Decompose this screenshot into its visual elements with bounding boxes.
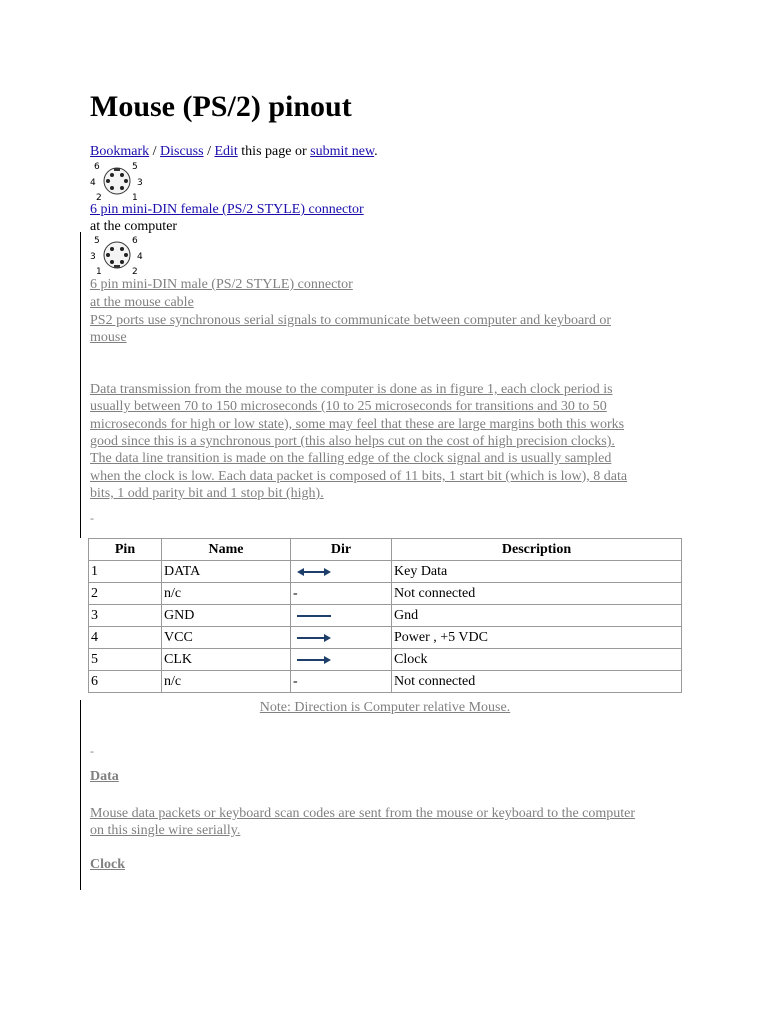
separator: / xyxy=(149,144,160,159)
dash-separator: - xyxy=(90,744,94,758)
discuss-link[interactable]: Discuss xyxy=(160,144,204,159)
pin-cell: 1 xyxy=(89,561,162,583)
name-cell: CLK xyxy=(162,649,291,671)
description-cell: Gnd xyxy=(392,605,682,627)
paragraph-line: The data line transition is made on the falling edge of the clock signal and is usually sampled xyxy=(90,451,612,466)
action-text: this page or xyxy=(237,144,311,159)
male-connector-caption: 6 pin mini-DIN male (PS/2 STYLE) connector xyxy=(90,277,353,292)
data-section-heading: Data xyxy=(90,769,119,784)
dir-cell xyxy=(291,649,392,671)
pin-label: 1 xyxy=(132,193,138,202)
description-cell: Not connected xyxy=(392,671,682,693)
male-connector-subcaption: at the mouse cable xyxy=(90,295,194,310)
female-connector-link[interactable]: 6 pin mini-DIN female (PS/2 STYLE) connector xyxy=(90,202,364,217)
name-cell: DATA xyxy=(162,561,291,583)
pin-label: 4 xyxy=(137,252,143,262)
table-row xyxy=(89,583,682,605)
submit-new-link[interactable]: submit new xyxy=(310,144,375,159)
intro-line: mouse xyxy=(90,330,127,345)
pin-label: 3 xyxy=(90,252,96,262)
pin-cell: 5 xyxy=(89,649,162,671)
paragraph-line: usually between 70 to 150 microseconds (10 to 25 microseconds for transitions and 30 to 50 xyxy=(90,399,607,414)
pin-label: 6 xyxy=(132,236,138,246)
period: . xyxy=(374,144,378,159)
name-cell: GND xyxy=(162,605,291,627)
description-cell: Power , +5 VDC xyxy=(392,627,682,649)
paragraph-line: when the clock is low. Each data packet is composed of 11 bits, 1 start bit (which is low), 8 data xyxy=(90,469,628,484)
margin-rule-bottom xyxy=(80,700,81,890)
pin-cell: 4 xyxy=(89,627,162,649)
table-header-row xyxy=(89,539,682,561)
column-header-pin: Pin xyxy=(89,539,162,561)
dir-cell xyxy=(291,561,392,583)
female-connector-subcaption: at the computer xyxy=(90,219,178,234)
right-arrow-icon xyxy=(297,633,331,643)
intro-line: PS2 ports use synchronous serial signals to communicate between computer and keyboard or xyxy=(90,313,611,328)
pin-label: 6 xyxy=(94,162,100,172)
table-note: Note: Direction is Computer relative Mouse. xyxy=(259,700,511,715)
edit-link[interactable]: Edit xyxy=(214,144,238,159)
pinout-table xyxy=(88,538,682,693)
column-header-dir: Dir xyxy=(291,539,392,561)
name-cell: n/c xyxy=(162,583,291,605)
name-cell: VCC xyxy=(162,627,291,649)
column-header-description: Description xyxy=(392,539,682,561)
name-cell: n/c xyxy=(162,671,291,693)
table-row xyxy=(89,605,682,627)
action-links xyxy=(90,143,378,160)
pin-label: 1 xyxy=(96,267,102,276)
pin-label: 3 xyxy=(137,178,143,188)
right-arrow-icon xyxy=(297,655,331,665)
pin-cell: 6 xyxy=(89,671,162,693)
female-connector-diagram xyxy=(90,160,150,202)
description-cell: Not connected xyxy=(392,583,682,605)
pin-label: 2 xyxy=(96,193,102,202)
dir-cell xyxy=(291,627,392,649)
description-cell: Key Data xyxy=(392,561,682,583)
line-icon xyxy=(297,611,331,621)
pin-cell: 2 xyxy=(89,583,162,605)
data-section-line: Mouse data packets or keyboard scan codes are sent from the mouse or keyboard to the computer xyxy=(90,806,636,821)
dir-cell: - xyxy=(291,583,392,605)
pin-cell: 3 xyxy=(89,605,162,627)
column-header-name: Name xyxy=(162,539,291,561)
paragraph-line: good since this is a synchronous port (this also helps cut on the cost of high precision clocks). xyxy=(90,434,615,449)
pin-label: 5 xyxy=(132,162,138,172)
margin-rule-top xyxy=(80,232,81,538)
clock-section-heading: Clock xyxy=(90,857,125,872)
description-cell: Clock xyxy=(392,649,682,671)
male-connector-diagram xyxy=(90,234,150,276)
page-title: Mouse (PS/2) pinout xyxy=(90,90,352,123)
table-row xyxy=(89,627,682,649)
dir-cell: - xyxy=(291,671,392,693)
pin-label: 5 xyxy=(94,236,100,246)
bidirectional-arrow-icon xyxy=(297,567,331,577)
data-section-line: on this single wire serially. xyxy=(90,823,241,838)
dash-separator: - xyxy=(90,511,94,525)
paragraph-line: microseconds for high or low state), some may feel that these are large margins both this works xyxy=(90,417,625,432)
separator: / xyxy=(203,144,215,159)
dir-cell xyxy=(291,605,392,627)
table-row xyxy=(89,671,682,693)
pin-label: 2 xyxy=(132,267,138,276)
pin-label: 4 xyxy=(90,178,96,188)
paragraph-line: bits, 1 odd parity bit and 1 stop bit (high). xyxy=(90,486,324,501)
table-row xyxy=(89,649,682,671)
bookmark-link[interactable]: Bookmark xyxy=(90,144,150,159)
table-row xyxy=(89,561,682,583)
paragraph-line: Data transmission from the mouse to the computer is done as in figure 1, each clock period is xyxy=(90,382,613,397)
